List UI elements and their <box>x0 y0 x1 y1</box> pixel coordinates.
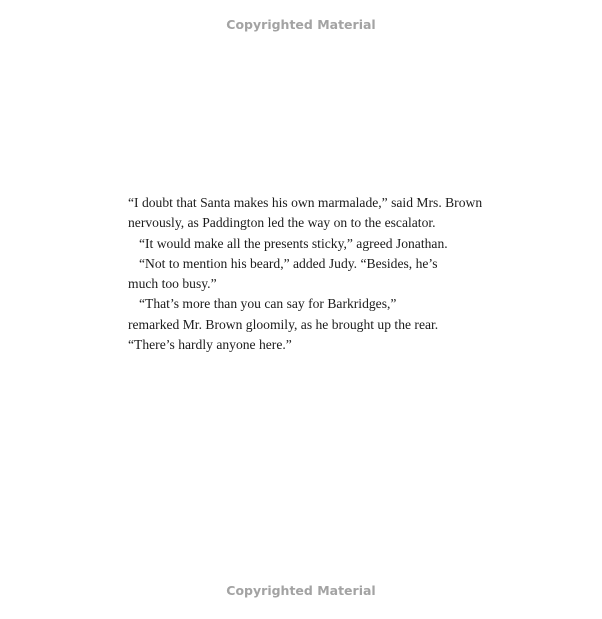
text-line: remarked Mr. Brown gloomily, as he brought up the rear. <box>128 316 439 332</box>
text-line: “That’s more than you can say for Barkridges,” <box>139 296 397 312</box>
text-line: “Not to mention his beard,” added Judy. “Besides, he’s <box>139 255 438 271</box>
text-line: much too busy.” <box>128 276 217 292</box>
copyright-watermark-top: Copyrighted Material <box>226 17 376 32</box>
copyright-watermark-bottom: Copyrighted Material <box>226 583 376 598</box>
text-line: “I doubt that Santa makes his own marmalade,” said Mrs. Brown <box>128 195 483 210</box>
page-text <box>128 193 508 355</box>
text-line: “It would make all the presents sticky,” agreed Jonathan. <box>139 235 448 251</box>
text-line: nervously, as Paddington led the way on to the escalator. <box>128 215 436 231</box>
text-line: “There’s hardly anyone here.” <box>128 337 292 353</box>
